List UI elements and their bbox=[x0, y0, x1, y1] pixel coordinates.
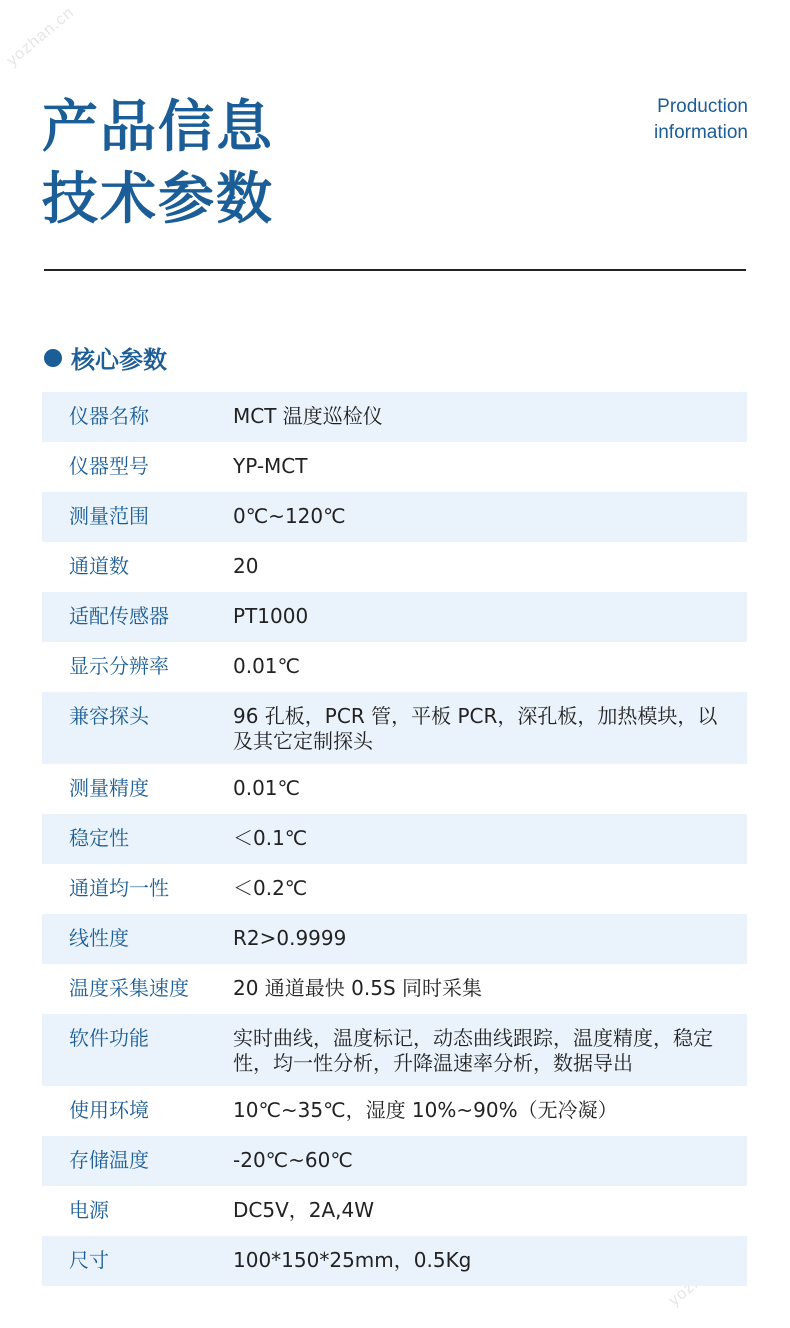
title-line-1: 产品信息 bbox=[42, 95, 274, 160]
spec-value: ＜0.1℃ bbox=[233, 826, 308, 850]
section-title: 核心参数 bbox=[71, 346, 167, 374]
spec-value: 10℃~35℃，湿度 10%~90%（无冷凝） bbox=[233, 1098, 618, 1122]
section-heading bbox=[44, 340, 167, 375]
spec-label: 显示分辨率 bbox=[69, 654, 169, 678]
spec-value: ＜0.2℃ bbox=[233, 876, 308, 900]
spec-label: 电源 bbox=[69, 1198, 109, 1222]
header-divider bbox=[44, 269, 746, 271]
spec-label: 使用环境 bbox=[69, 1098, 149, 1122]
spec-label: 通道数 bbox=[69, 554, 129, 578]
spec-label: 尺寸 bbox=[69, 1248, 109, 1272]
spec-value: 96 孔板，PCR 管，平板 PCR，深孔板，加热模块，以及其它定制探头 bbox=[233, 704, 718, 753]
spec-row bbox=[42, 542, 747, 592]
english-subtitle-line-2: information bbox=[654, 122, 748, 143]
spec-value: 实时曲线，温度标记，动态曲线跟踪，温度精度，稳定性，均一性分析，升降温速率分析，数据导出 bbox=[233, 1026, 713, 1075]
spec-row bbox=[42, 764, 747, 814]
spec-row bbox=[42, 392, 747, 442]
spec-row bbox=[42, 592, 747, 642]
spec-value: MCT 温度巡检仪 bbox=[233, 404, 383, 428]
spec-value: DC5V，2A,4W bbox=[233, 1198, 375, 1222]
bullet-dot-icon bbox=[44, 349, 62, 367]
spec-row bbox=[42, 814, 747, 864]
spec-row bbox=[42, 1236, 747, 1286]
spec-label: 适配传感器 bbox=[69, 604, 169, 628]
spec-value: 0℃~120℃ bbox=[233, 504, 346, 528]
spec-row bbox=[42, 964, 747, 1014]
spec-label: 稳定性 bbox=[69, 826, 129, 850]
spec-value: PT1000 bbox=[233, 604, 309, 628]
spec-table bbox=[42, 392, 747, 1286]
spec-value: YP-MCT bbox=[233, 454, 308, 478]
watermark-top: yozhan.cn bbox=[3, 3, 78, 70]
spec-value: 0.01℃ bbox=[233, 776, 300, 800]
english-subtitle-line-1: Production bbox=[657, 96, 748, 117]
spec-value: -20℃~60℃ bbox=[233, 1148, 353, 1172]
page-title bbox=[42, 92, 274, 236]
spec-label: 兼容探头 bbox=[69, 704, 149, 728]
spec-row bbox=[42, 1014, 747, 1086]
spec-value: 100*150*25mm，0.5Kg bbox=[233, 1248, 472, 1272]
spec-label: 测量范围 bbox=[69, 504, 149, 528]
spec-label: 线性度 bbox=[69, 926, 129, 950]
spec-row bbox=[42, 692, 747, 764]
spec-row bbox=[42, 492, 747, 542]
spec-row bbox=[42, 1186, 747, 1236]
spec-value: 0.01℃ bbox=[233, 654, 300, 678]
spec-row bbox=[42, 1136, 747, 1186]
english-subtitle bbox=[654, 94, 748, 146]
spec-label: 仪器型号 bbox=[69, 454, 149, 478]
spec-label: 温度采集速度 bbox=[69, 976, 189, 1000]
spec-row bbox=[42, 864, 747, 914]
spec-label: 通道均一性 bbox=[69, 876, 169, 900]
spec-row bbox=[42, 442, 747, 492]
spec-row bbox=[42, 1086, 747, 1136]
spec-row bbox=[42, 642, 747, 692]
spec-value: 20 bbox=[233, 554, 259, 578]
spec-label: 存储温度 bbox=[69, 1148, 149, 1172]
spec-value: R2>0.9999 bbox=[233, 926, 347, 950]
spec-label: 测量精度 bbox=[69, 776, 149, 800]
spec-value: 20 通道最快 0.5S 同时采集 bbox=[233, 976, 483, 1000]
spec-label: 软件功能 bbox=[69, 1026, 149, 1050]
spec-row bbox=[42, 914, 747, 964]
spec-label: 仪器名称 bbox=[69, 404, 149, 428]
title-line-2: 技术参数 bbox=[42, 167, 274, 232]
